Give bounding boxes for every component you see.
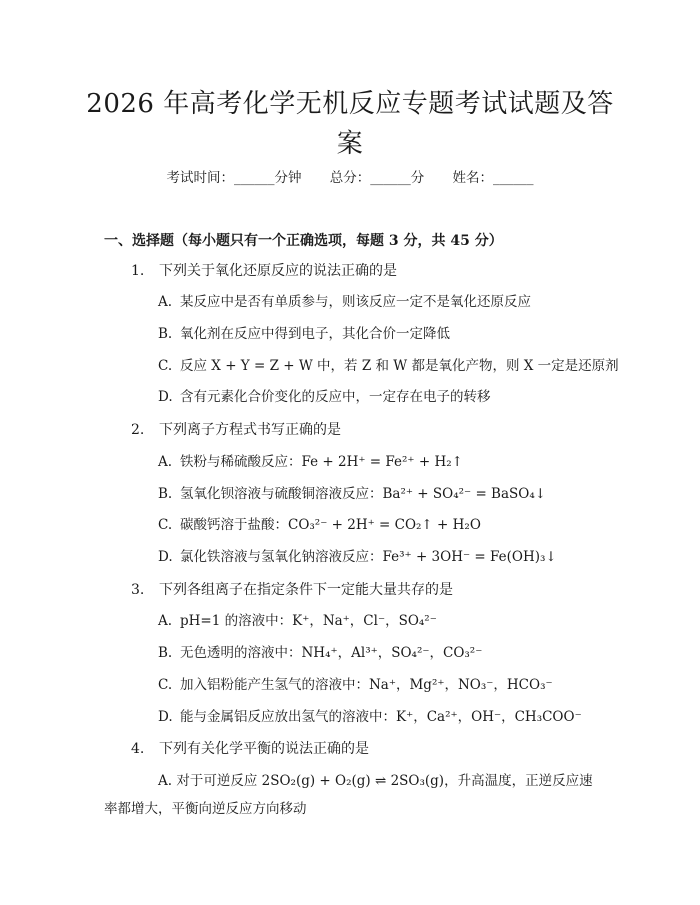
question-number: 4. xyxy=(131,741,145,757)
option-text: 含有元素化合价变化的反应中，一定存在电子的转移 xyxy=(180,389,491,405)
option-letter: D. xyxy=(158,549,173,565)
question-number: 3. xyxy=(131,582,145,598)
question-number: 1. xyxy=(131,263,145,279)
question-3-option-a xyxy=(158,611,437,631)
question-3 xyxy=(131,580,453,600)
question-2-option-d xyxy=(158,547,557,567)
option-letter: B. xyxy=(158,645,173,661)
question-4-option-a xyxy=(104,767,600,823)
option-letter: D. xyxy=(158,389,173,405)
option-letter: A. xyxy=(158,613,173,629)
question-1-option-b xyxy=(158,324,450,344)
option-letter: C. xyxy=(158,517,173,533)
question-1-option-c xyxy=(158,356,619,376)
option-text: 能与金属铝反应放出氢气的溶液中：K⁺，Ca²⁺，OH⁻，CH₃COO⁻ xyxy=(180,709,582,725)
option-text: 氯化铁溶液与氢氧化钠溶液反应：Fe³⁺ + 3OH⁻ = Fe(OH)₃↓ xyxy=(180,549,557,565)
section-title: 一、选择题（每小题只有一个正确选项，每题 3 分，共 45 分） xyxy=(104,233,503,249)
question-3-option-b xyxy=(158,643,482,663)
total-score-field: 总分：______分 xyxy=(329,170,425,186)
option-text: 铁粉与稀硫酸反应：Fe + 2H⁺ = Fe²⁺ + H₂↑ xyxy=(180,454,463,470)
question-stem: 下列离子方程式书写正确的是 xyxy=(159,422,341,438)
option-text: 碳酸钙溶于盐酸：CO₃²⁻ + 2H⁺ = CO₂↑ + H₂O xyxy=(180,517,481,533)
option-letter: A. xyxy=(158,294,173,310)
option-letter: C. xyxy=(158,358,173,374)
question-2 xyxy=(131,420,341,440)
option-letter: A. xyxy=(158,454,173,470)
question-2-option-c xyxy=(158,515,481,535)
question-4 xyxy=(131,739,369,759)
option-text: 氧化剂在反应中得到电子，其化合价一定降低 xyxy=(180,326,450,342)
option-text: 反应 X + Y = Z + W 中，若 Z 和 W 都是氧化产物，则 X 一定是还原剂 xyxy=(180,358,619,374)
question-1-option-a xyxy=(158,292,531,312)
option-letter: B. xyxy=(158,326,173,342)
option-text: 某反应中是否有单质参与，则该反应一定不是氧化还原反应 xyxy=(180,294,531,310)
option-text: 加入铝粉能产生氢气的溶液中：Na⁺，Mg²⁺，NO₃⁻，HCO₃⁻ xyxy=(180,677,553,693)
option-text: 无色透明的溶液中：NH₄⁺，Al³⁺，SO₄²⁻，CO₃²⁻ xyxy=(180,645,483,661)
question-stem: 下列各组离子在指定条件下一定能大量共存的是 xyxy=(159,582,453,598)
question-number: 2. xyxy=(131,422,145,438)
option-text: 氢氧化钡溶液与硫酸铜溶液反应：Ba²⁺ + SO₄²⁻ = BaSO₄↓ xyxy=(180,486,547,502)
question-2-option-a xyxy=(158,452,463,472)
exam-time-field: 考试时间：______分钟 xyxy=(166,170,302,186)
question-3-option-c xyxy=(158,675,553,695)
student-name-field: 姓名：______ xyxy=(452,170,534,186)
document-title: 2026 年高考化学无机反应专题考试试题及答案 xyxy=(86,89,614,159)
option-text: 对于可逆反应 2SO₂(g) + O₂(g) ⇌ 2SO₃(g)，升高温度，正逆反应速率都增大，平衡向逆反应方向移动 xyxy=(104,773,593,817)
option-letter: B. xyxy=(158,486,173,502)
question-stem: 下列关于氧化还原反应的说法正确的是 xyxy=(159,263,397,279)
question-2-option-b xyxy=(158,484,546,504)
question-1 xyxy=(131,261,397,281)
question-1-option-d xyxy=(158,387,491,407)
exam-info-line xyxy=(0,168,700,188)
option-letter: A. xyxy=(158,773,173,789)
question-stem: 下列有关化学平衡的说法正确的是 xyxy=(159,741,369,757)
question-3-option-d xyxy=(158,707,582,727)
option-letter: D. xyxy=(158,709,173,725)
option-text: pH=1 的溶液中：K⁺，Na⁺，Cl⁻，SO₄²⁻ xyxy=(180,613,437,629)
option-letter: C. xyxy=(158,677,173,693)
